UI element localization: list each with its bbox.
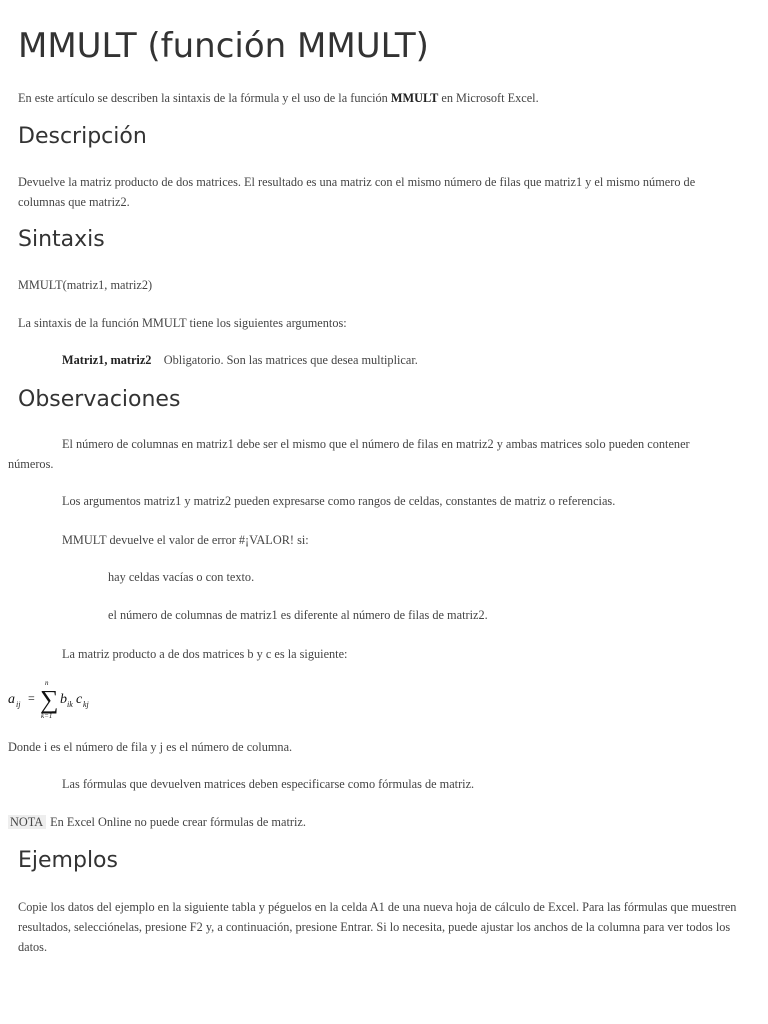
observation-3: MMULT devuelve el valor de error #¡VALOR! si: [62,533,309,547]
formula-sum-lower: k=1 [41,712,53,720]
note-label: NOTA [8,815,46,829]
heading-descripcion: Descripción [18,124,147,149]
observation-1-first-line: El número de columnas en matriz1 debe ser el mismo que el número de filas en matriz2 y ambas matrices solo pueden contener [62,437,690,451]
formula-c: c [76,692,83,707]
matrix-product-formula [6,676,106,722]
intro-paragraph [18,88,539,108]
formula-b: b [60,692,67,707]
formula-equals: = [28,691,35,705]
intro-text-after: en Microsoft Excel. [441,91,539,105]
heading-observaciones: Observaciones [18,387,181,412]
syntax-args-intro: La sintaxis de la función MMULT tiene los siguientes argumentos: [18,316,347,330]
heading-ejemplos: Ejemplos [18,848,118,873]
formula-sum-upper: n [45,679,49,687]
observation-4: La matriz producto a de dos matrices b y c es la siguiente: [62,647,348,661]
formula-lhs: a [8,692,15,707]
argument-description: Obligatorio. Son las matrices que desea multiplicar. [163,353,418,367]
ejemplos-text: Copie los datos del ejemplo en la siguiente tabla y péguelos en la celda A1 de una nueva hoja de cálculo de Excel. Para las fórmulas que muestren resultados, selecciónelas, presione F2 y, a continuación, presione Entrar. Si lo necesita, puede ajustar los anchos de la columna para ver todos los datos. [18,900,737,954]
error-condition-1: hay celdas vacías o con texto. [108,570,255,584]
intro-text-before: En este artículo se describen la sintaxis de la fórmula y el uso de la función [18,91,388,105]
intro-function-name: MMULT [390,91,439,105]
note [8,812,306,832]
observation-5: Las fórmulas que devuelven matrices deben especificarse como fórmulas de matriz. [62,777,475,791]
syntax-signature: MMULT(matriz1, matriz2) [18,278,153,292]
descripcion-text: Devuelve la matriz producto de dos matrices. El resultado es una matriz con el mismo número de filas que matriz1 y el mismo número de columnas que matriz2. [18,175,696,209]
observation-1-continuation: números. [8,457,54,471]
formula-explanation: Donde i es el número de fila y j es el número de columna. [8,740,293,754]
note-text: En Excel Online no puede crear fórmulas de matriz. [50,815,306,829]
formula-c-subscript: kj [83,700,89,709]
heading-sintaxis: Sintaxis [18,227,105,252]
observation-2: Los argumentos matriz1 y matriz2 pueden expresarse como rangos de celdas, constantes de matriz o referencias. [62,494,616,508]
argument-name: Matriz1, matriz2 [62,353,152,367]
page-title: MMULT (función MMULT) [18,26,429,66]
argument-item [62,350,418,370]
formula-b-subscript: ik [67,700,73,709]
summation-icon: ∑ [40,685,59,714]
error-condition-2: el número de columnas de matriz1 es diferente al número de filas de matriz2. [108,608,488,622]
formula-lhs-subscript: ij [16,700,21,709]
